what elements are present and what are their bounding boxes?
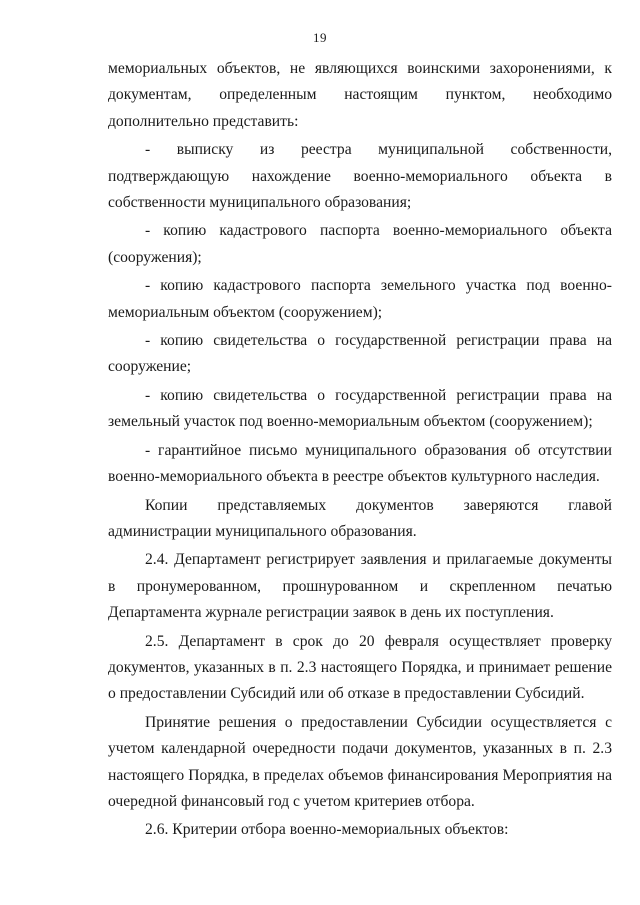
paragraph-continuation: мемориальных объектов, не являющихся воинскими захоронениями, к документам, определенным настоящим пунктом, необходимо дополнительно представить: <box>108 60 612 130</box>
list-item-registry-extract: - выписку из реестра муниципальной собственности, подтверждающую нахождение военно-мемориального объекта в собственности муниципального образования; <box>108 141 612 212</box>
list-item-certificate-structure: - копию свидетельства о государственной регистрации права на сооружение; <box>108 332 612 376</box>
list-item-guarantee-letter: - гарантийное письмо муниципального образования об отсутствии военно-мемориального объекта в реестре объектов культурного наследия. <box>108 441 612 486</box>
list-item-cadastral-land: - копию кадастрового паспорта земельного участка под военно-мемориальным объектом (сооружением); <box>108 277 612 321</box>
document-body <box>108 56 612 844</box>
paragraph-2-6: 2.6. Критерии отбора военно-мемориальных объектов: <box>145 821 509 839</box>
paragraph-decision: Принятие решения о предоставлении Субсидии осуществляется с учетом календарной очередности подачи документов, указанных в п. 2.3 настоящего Порядка, в пределах объемов финансирования Мероприятия на очередной финансовый год с учетом критериев отбора. <box>108 713 612 810</box>
paragraph-copies-certified: Копии представляемых документов заверяются главой администрации муниципального образования. <box>108 496 612 540</box>
page-number: 19 <box>313 30 327 45</box>
list-item-cadastral-object: - копию кадастрового паспорта военно-мемориального объекта (сооружения); <box>108 222 612 266</box>
list-item-certificate-land: - копию свидетельства о государственной регистрации права на земельный участок под военно-мемориальным объектом (сооружением); <box>108 386 612 431</box>
paragraph-2-4: 2.4. Департамент регистрирует заявления и прилагаемые документы в пронумерованном, прошнурованном и скрепленном печатью Департамента журнале регистрации заявок в день их поступления. <box>108 551 612 622</box>
paragraph-2-5: 2.5. Департамент в срок до 20 февраля осуществляет проверку документов, указанных в п. 2.3 настоящего Порядка, и принимает решение о предоставлении Субсидий или об отказе в предоставлении Субсидий. <box>108 632 612 703</box>
